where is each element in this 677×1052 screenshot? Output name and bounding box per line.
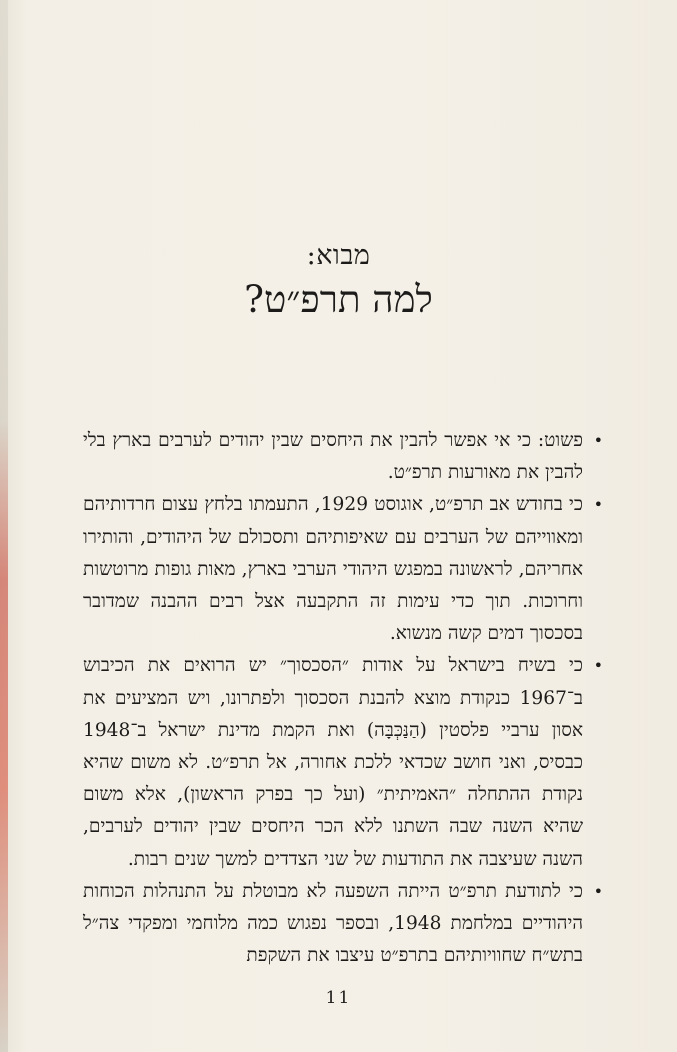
list-item [83,425,603,489]
chapter-label: מבוא: [306,240,371,271]
list-item [83,650,603,875]
adjacent-page-edge [0,0,8,1052]
bullet-icon: • [593,431,603,450]
list-item-text: כי בחודש אב תרפ״ט, אוגוסט 1929, התעמתו בלחץ עצום חרדותיהם ומאווייהם של הערבים עם שאיפותיהם ותסכולם של היהודים, והותירו אחריהם, לראשונה במפגש היהודי הערבי בארץ, מאות גופות מרוטשות וחרוכות. תוך כדי עימות זה התקבעה אצל רבים ההבנה שמדובר בסכסוך דמים קשה מנשוא. [83,494,583,645]
chapter-title: למה תרפ״ט? [244,278,433,321]
bullet-icon: • [593,881,603,901]
list-item [83,489,603,650]
bullet-icon: • [593,495,603,515]
bullet-icon: • [593,656,603,676]
list-item-text: כי לתודעת תרפ״ט הייתה השפעה לא מבוטלת על התנהלות הכוחות היהודיים במלחמת 1948, ובספר נפגוש כמה מלוחמי ומפקדי צה״ל בתש״ח שחוויותיהם בתרפ״ט עיצבו את השקפת [83,880,584,967]
list-item [83,876,603,973]
list-item-text: פשוט: כי אי אפשר להבין את היחסים שבין יהודים לערבים בארץ בלי להבין את מאורעות תרפ״ט. [83,430,583,484]
body-text [83,425,603,972]
list-item-text: כי בשיח בישראל על אודות ״הסכסוך״ יש הרואים את הכיבוש ב־1967 כנקודת מוצא להבנת הסכסוך ולפתרונו, ויש המציעים את אסון ערביי פלסטין (הַנַּכְּבָּה) ואת הקמת מדינת ישראל ב־1948 כבסיס, ואני חושב שכדאי ללכת אחורה, אל תרפ״ט. לא משום שהיא נקודת ההתחלה ״האמיתית״ (ועל כך בפרק הראשון), אלא משום שהיא השנה שבה השתנו ללא הכר היחסים שבין יהודים לערבים, השנה שעיצבה את התודעות של שני הצדדים למשך שנים רבות. [83,655,583,870]
page-number: 11 [325,988,352,1008]
